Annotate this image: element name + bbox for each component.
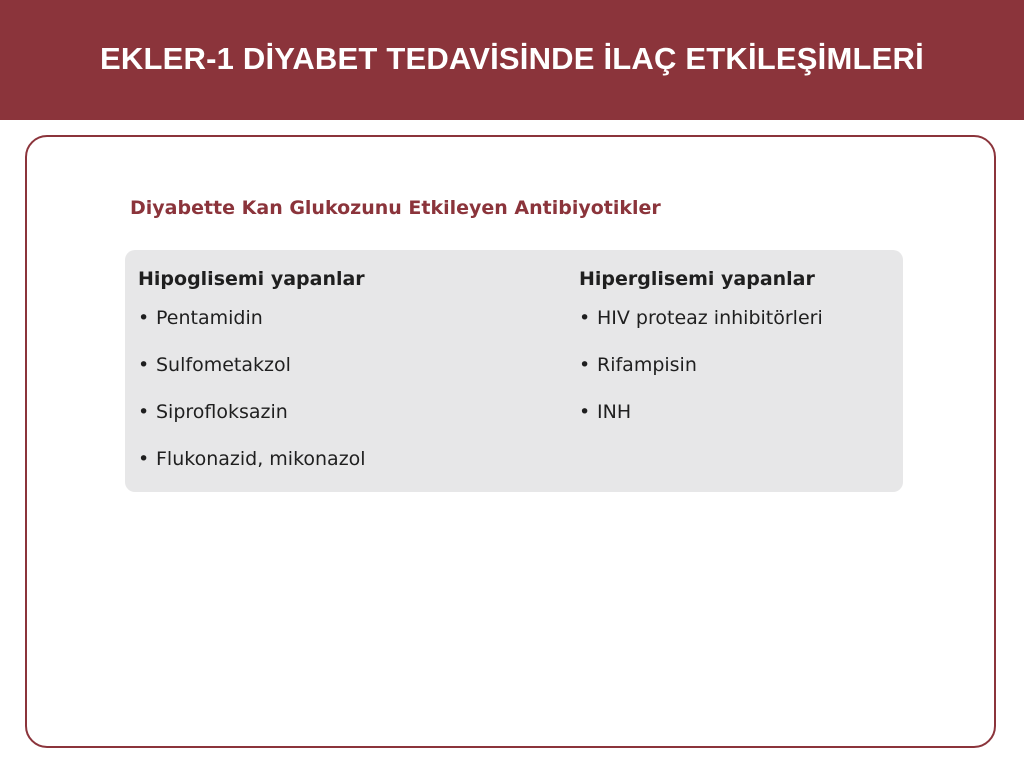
list-item [138,392,366,439]
bullet: • [579,307,591,329]
list-item [579,392,823,439]
list-item [579,298,823,345]
bullet: • [579,354,591,376]
list-item [138,298,366,345]
list-item-label: Flukonazid, mikonazol [156,448,366,470]
drug-table [125,250,903,492]
hypoglycemia-column [138,264,366,486]
list-item-label: Siprofloksazin [156,401,288,423]
list-item [579,345,823,392]
list-item [138,439,366,486]
list-item-label: Pentamidin [156,307,263,329]
bullet: • [579,401,591,423]
bullet: • [138,401,150,423]
bullet: • [138,307,150,329]
hyperglycemia-column [579,264,823,439]
bullet: • [138,354,150,376]
list-item [138,345,366,392]
hypoglycemia-list [138,298,366,486]
bullet: • [138,448,150,470]
list-item-label: INH [597,401,632,423]
title-bar [0,0,1024,120]
hyperglycemia-list [579,298,823,439]
hypoglycemia-heading: Hipoglisemi yapanlar [138,268,365,290]
list-item-label: Sulfometakzol [156,354,291,376]
hyperglycemia-heading: Hiperglisemi yapanlar [579,268,815,290]
section-subtitle: Diyabette Kan Glukozunu Etkileyen Antibiyotikler [130,197,661,219]
slide-title: EKLER-1 DİYABET TEDAVİSİNDE İLAÇ ETKİLEŞİMLERİ [100,41,924,76]
list-item-label: HIV proteaz inhibitörleri [597,307,823,329]
list-item-label: Rifampisin [597,354,697,376]
